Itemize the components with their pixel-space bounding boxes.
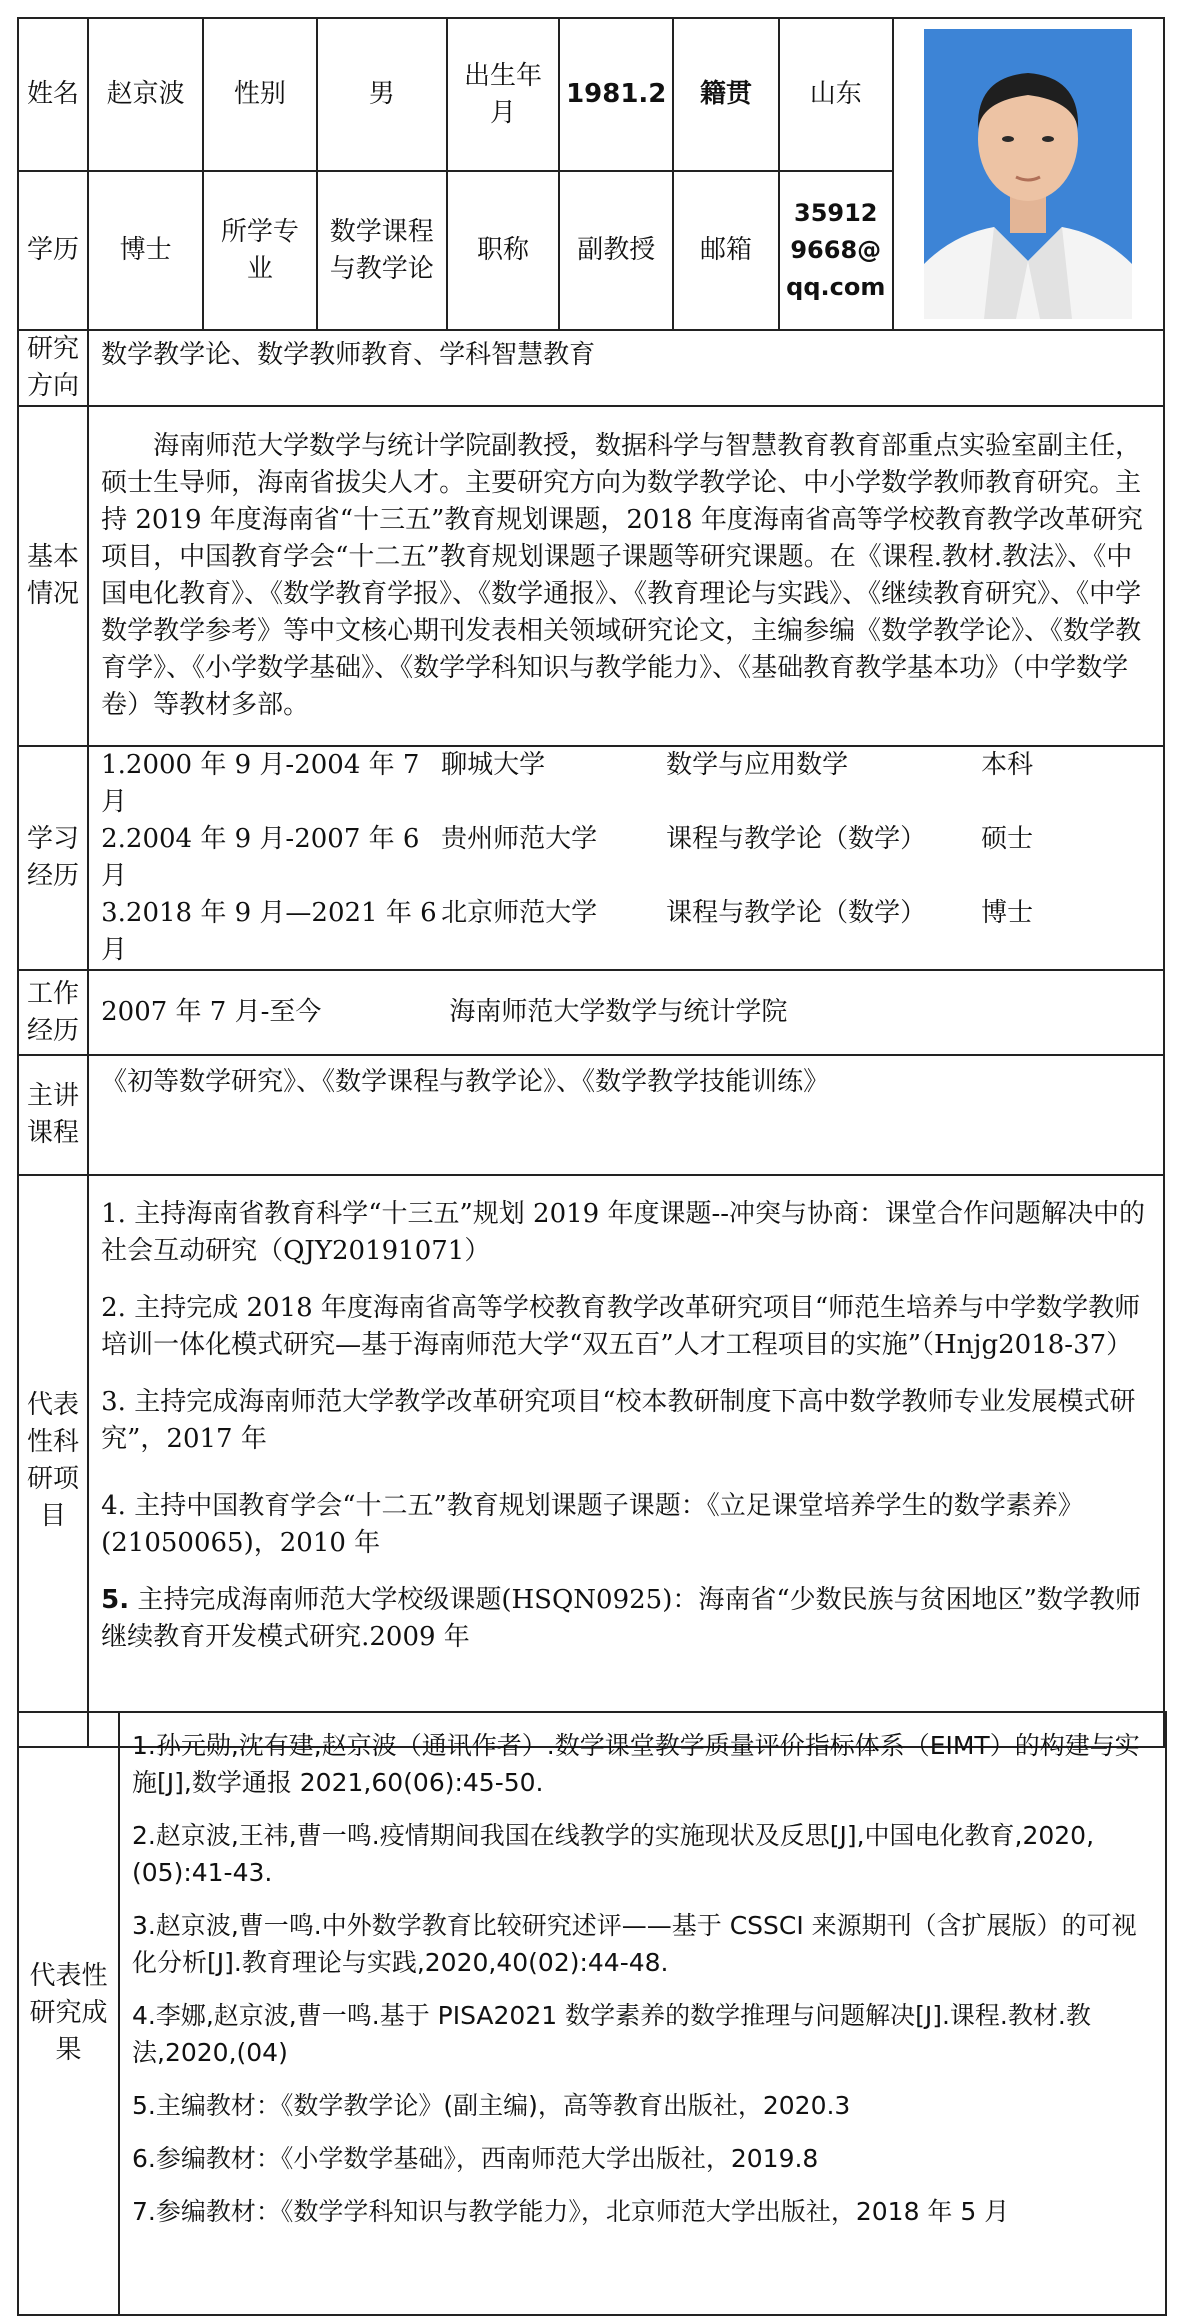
- outcome-item: 1.孙元勋,沈有建,赵京波（通讯作者）.数学课堂教学质量评价指标体系（EIMT）的构建与实施[J],数学通报 2021,60(06):45-50.: [132, 1731, 1140, 1797]
- work-period: 2007 年 7 月-至今: [101, 997, 322, 1027]
- native-value: 山东: [779, 18, 893, 171]
- study-school: 聊城大学: [441, 750, 546, 780]
- outcome-item: 6.参编教材：《小学数学基础》，西南师范大学出版社，2019.8: [132, 2144, 819, 2173]
- study-label: 学习经历: [18, 746, 88, 970]
- study-row: [101, 895, 1151, 969]
- study-degree: 本科: [981, 750, 1034, 780]
- outcome-item: 7.参编教材：《数学学科知识与教学能力》，北京师范大学出版社，2018 年 5 月: [132, 2197, 1010, 2226]
- photo-cell: [893, 18, 1164, 330]
- basic-label: 基本情况: [18, 406, 88, 746]
- project-item: 3. 主持完成海南师范大学教学改革研究项目“校本教研制度下高中数学教师专业发展模式研究”，2017 年: [101, 1387, 1136, 1454]
- projects-label: 代表性科研项目: [18, 1175, 88, 1747]
- outcome-item: 2.赵京波,王祎,曹一鸣.疫情期间我国在线教学的实施现状及反思[J],中国电化教育,2020,(05):41-43.: [132, 1821, 1095, 1887]
- native-label: 籍贯: [673, 18, 779, 171]
- outcomes-table: [17, 1711, 1167, 2316]
- study-degree: 硕士: [981, 824, 1034, 854]
- work-label: 工作经历: [18, 970, 88, 1055]
- study-row: [101, 821, 1151, 895]
- study-row: [101, 747, 1151, 821]
- gender-value: 男: [317, 18, 447, 171]
- work-org: 海南师范大学数学与统计学院: [449, 997, 788, 1027]
- edu-value: 博士: [88, 171, 203, 330]
- portrait-photo: [924, 29, 1132, 319]
- major-label: 所学专业: [203, 171, 317, 330]
- study-major: 数学与应用数学: [666, 750, 849, 780]
- study-period: 3.2018 年 9 月—2021 年 6 月: [101, 898, 437, 965]
- study-school: 贵州师范大学: [441, 824, 598, 854]
- study-degree: 博士: [981, 898, 1034, 928]
- study-list: [88, 746, 1164, 970]
- study-period: 2.2004 年 9 月-2007 年 6 月: [101, 824, 420, 891]
- study-major: 课程与教学论（数学）: [666, 898, 927, 928]
- email-value: 359129668@qq.com: [779, 171, 893, 330]
- work-row: [88, 970, 1164, 1055]
- project-item: 1. 主持海南省教育科学“十三五”规划 2019 年度课题--冲突与协商：课堂合作问题解决中的社会互动研究（QJY20191071）: [101, 1199, 1146, 1266]
- research-label: 研究方向: [18, 330, 88, 406]
- research-text: 数学教学论、数学教师教育、学科智慧教育: [88, 330, 1164, 406]
- outcome-item: 4.李娜,赵京波,曹一鸣.基于 PISA2021 数学素养的数学推理与问题解决[J].课程.教材.教法,2020,(04): [132, 2001, 1091, 2067]
- project-item: 4. 主持中国教育学会“十二五”教育规划课题子课题：《立足课堂培养学生的数学素养》(21050065)，2010 年: [101, 1491, 1084, 1558]
- portrait-image: [924, 29, 1132, 319]
- title-label: 职称: [447, 171, 560, 330]
- edu-label: 学历: [18, 171, 88, 330]
- projects-list: [88, 1175, 1164, 1747]
- gender-label: 性别: [203, 18, 317, 171]
- birth-label: 出生年月: [447, 18, 560, 171]
- resume-table: [17, 17, 1165, 1748]
- outcomes-label: 代表性研究成果: [18, 1712, 119, 2315]
- birth-value: 1981.2: [559, 18, 673, 171]
- study-period: 1.2000 年 9 月-2004 年 7 月: [101, 750, 420, 817]
- project-item: 2. 主持完成 2018 年度海南省高等学校教育教学改革研究项目“师范生培养与中学数学教师培训一体化模式研究—基于海南师范大学“双五百”人才工程项目的实施”（Hnjg2018-37）: [101, 1293, 1141, 1360]
- study-school: 北京师范大学: [441, 898, 598, 928]
- outcome-item: 5.主编教材：《数学教学论》(副主编)，高等教育出版社，2020.3: [132, 2091, 851, 2120]
- project-item: 5. 主持完成海南师范大学校级课题(HSQN0925)：海南省“少数民族与贫困地区”数学教师继续教育开发模式研究.2009 年: [101, 1585, 1141, 1652]
- name-label: 姓名: [18, 18, 88, 171]
- name-value: 赵京波: [88, 18, 203, 171]
- title-value: 副教授: [559, 171, 673, 330]
- outcome-item: 3.赵京波,曹一鸣.中外数学教育比较研究述评——基于 CSSCI 来源期刊（含扩展版）的可视化分析[J].教育理论与实践,2020,40(02):44-48.: [132, 1911, 1137, 1977]
- outcomes-list: [119, 1712, 1166, 2315]
- courses-text: 《初等数学研究》、《数学课程与教学论》、《数学教学技能训练》: [88, 1055, 1164, 1175]
- major-value: 数学课程与教学论: [317, 171, 447, 330]
- basic-text: 海南师范大学数学与统计学院副教授，数据科学与智慧教育教育部重点实验室副主任，硕士生导师，海南省拔尖人才。主要研究方向为数学教学论、中小学数学教师教育研究。主持 2019 年度海南省“十三五”教育规划课题，2018 年度海南省高等学校教育教学改革研究项目，中国教育学会“十二五”教育规划课题子课题等研究课题。在《课程.教材.教法》、《中国电化教育》、《数学教育学报》、《数学通报》、《教育理论与实践》、《继续教育研究》、《中学数学教学参考》等中文核心期刊发表相关领域研究论文，主编参编《数学教学论》、《数学教育学》、《小学数学基础》、《数学学科知识与教学能力》、《基础教育教学基本功》（中学数学卷）等教材多部。: [88, 406, 1164, 746]
- study-major: 课程与教学论（数学）: [666, 824, 927, 854]
- courses-label: 主讲课程: [18, 1055, 88, 1175]
- email-label: 邮箱: [673, 171, 779, 330]
